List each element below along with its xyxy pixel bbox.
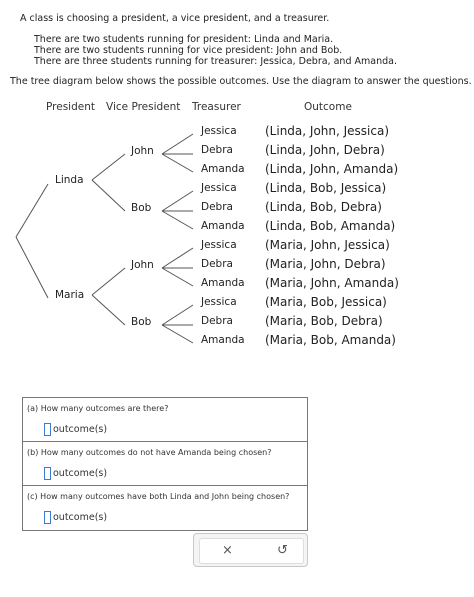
branch-lj-amanda bbox=[162, 154, 193, 172]
outcome-item: (Maria, Bob, Debra) bbox=[265, 314, 383, 328]
outcome-item: (Linda, John, Debra) bbox=[265, 143, 385, 157]
outcome-item: (Linda, Bob, Amanda) bbox=[265, 219, 396, 233]
treasurer-node: Debra bbox=[201, 201, 233, 213]
outcome-item: (Linda, John, Jessica) bbox=[265, 124, 390, 138]
treasurer-node: Jessica bbox=[201, 296, 237, 308]
vice-president-node: John bbox=[131, 259, 154, 271]
treasurer-node: Amanda bbox=[201, 334, 245, 346]
answer-a-input[interactable] bbox=[44, 423, 51, 436]
vice-president-node: Bob bbox=[131, 316, 152, 328]
answer-a-unit: outcome(s) bbox=[53, 424, 108, 435]
question-c-box bbox=[22, 485, 308, 531]
header-treasurer: Treasurer bbox=[192, 101, 241, 113]
vice-president-node: Bob bbox=[131, 202, 152, 214]
outcome-item: (Maria, John, Jessica) bbox=[265, 238, 390, 252]
answer-b-input[interactable] bbox=[44, 467, 51, 480]
branch-mj-amanda bbox=[162, 268, 193, 286]
treasurer-node: Jessica bbox=[201, 125, 237, 137]
answer-b-row bbox=[44, 466, 107, 481]
answer-c-row bbox=[44, 510, 107, 525]
question-c-label: (c) How many outcomes have both Linda and John being chosen? bbox=[27, 492, 290, 501]
question-b-label: (b) How many outcomes do not have Amanda being chosen? bbox=[27, 448, 272, 457]
question-b-box bbox=[22, 441, 308, 486]
branch-maria-bob bbox=[92, 295, 125, 325]
toolbar-inner bbox=[199, 538, 304, 564]
treasurer-node: Debra bbox=[201, 258, 233, 270]
treasurer-node: Debra bbox=[201, 315, 233, 327]
branch-lj-jessica bbox=[162, 134, 193, 154]
outcome-item: (Maria, John, Amanda) bbox=[265, 276, 399, 290]
treasurer-node: Jessica bbox=[201, 239, 237, 251]
branch-linda-john bbox=[92, 154, 125, 180]
outcome-item: (Maria, Bob, Jessica) bbox=[265, 295, 387, 309]
question-a-box bbox=[22, 397, 308, 442]
outcome-item: (Maria, Bob, Amanda) bbox=[265, 333, 396, 347]
president-node: Linda bbox=[55, 174, 84, 186]
outcome-item: (Maria, John, Debra) bbox=[265, 257, 386, 271]
outcome-item: (Linda, Bob, Jessica) bbox=[265, 181, 387, 195]
branch-maria-john bbox=[92, 268, 125, 295]
undo-icon[interactable]: ↺ bbox=[277, 543, 288, 558]
branch-root-linda bbox=[16, 184, 48, 237]
answer-a-row bbox=[44, 422, 107, 437]
answer-b-unit: outcome(s) bbox=[53, 468, 108, 479]
answer-c-input[interactable] bbox=[44, 511, 51, 524]
outcome-item: (Linda, Bob, Debra) bbox=[265, 200, 382, 214]
treasurer-node: Jessica bbox=[201, 182, 237, 194]
president-node: Maria bbox=[55, 289, 85, 301]
question-a-label: (a) How many outcomes are there? bbox=[27, 404, 169, 413]
problem-intro: A class is choosing a president, a vice president, and a treasurer. bbox=[20, 13, 330, 24]
branch-root-maria bbox=[16, 237, 48, 298]
vice-president-node: John bbox=[131, 145, 154, 157]
treasurer-node: Debra bbox=[201, 144, 233, 156]
runners-vice-president: There are two students running for vice president: John and Bob. bbox=[34, 45, 343, 56]
branch-lb-amanda bbox=[162, 211, 193, 229]
clear-icon[interactable]: × bbox=[222, 543, 233, 558]
answer-toolbar bbox=[193, 533, 308, 567]
treasurer-node: Amanda bbox=[201, 163, 245, 175]
runners-treasurer: There are three students running for treasurer: Jessica, Debra, and Amanda. bbox=[34, 56, 397, 67]
treasurer-node: Amanda bbox=[201, 220, 245, 232]
header-vice-president: Vice President bbox=[106, 101, 181, 113]
treasurer-node: Amanda bbox=[201, 277, 245, 289]
branch-mb-jessica bbox=[162, 305, 193, 325]
header-outcome: Outcome bbox=[304, 101, 352, 113]
header-president: President bbox=[46, 101, 95, 113]
outcome-item: (Linda, John, Amanda) bbox=[265, 162, 399, 176]
branch-linda-bob bbox=[92, 180, 125, 211]
branch-lb-jessica bbox=[162, 191, 193, 211]
answer-c-unit: outcome(s) bbox=[53, 512, 108, 523]
diagram-prompt: The tree diagram below shows the possible outcomes. Use the diagram to answer the questions. bbox=[10, 76, 472, 87]
branch-mj-jessica bbox=[162, 248, 193, 268]
branch-mb-amanda bbox=[162, 325, 193, 343]
runners-president: There are two students running for president: Linda and Maria. bbox=[34, 34, 334, 45]
